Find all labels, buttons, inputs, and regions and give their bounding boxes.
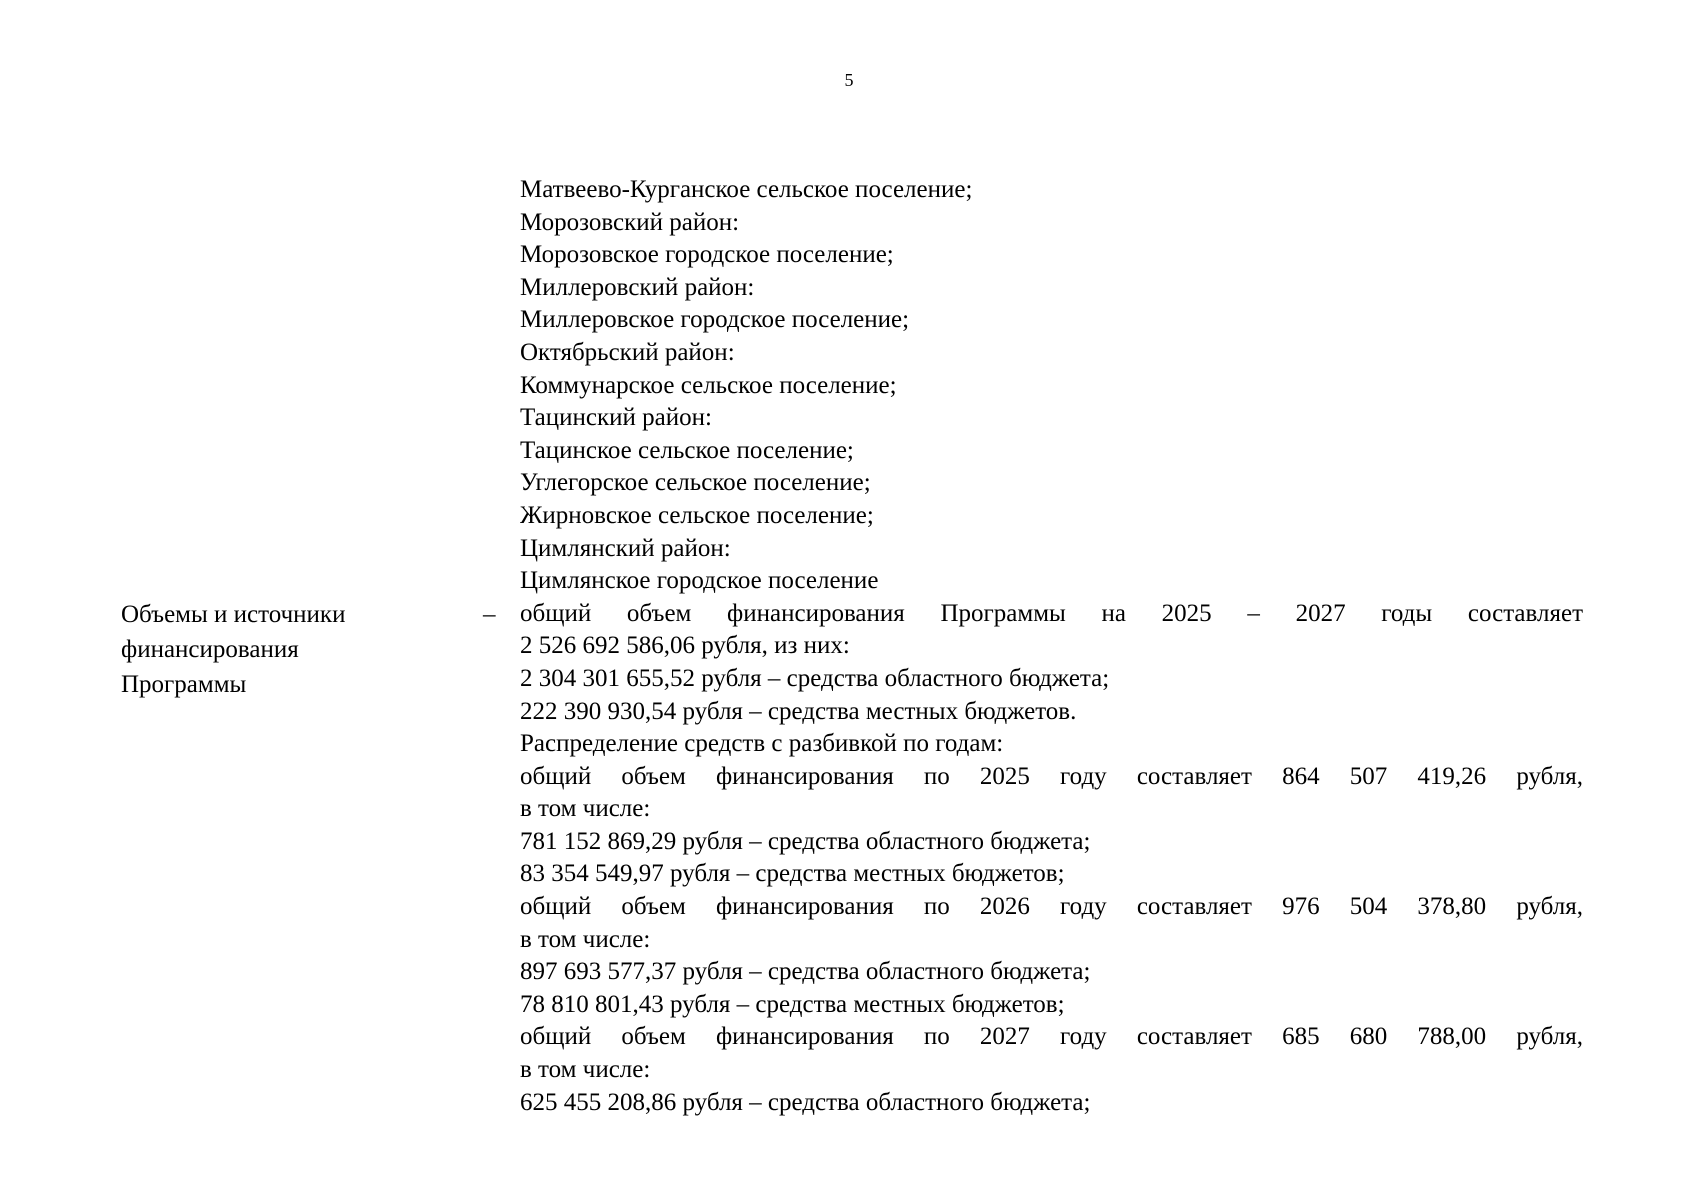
text-line: в том числе: <box>520 1056 651 1084</box>
text-line: Матвеево-Курганское сельское поселение; <box>520 176 973 203</box>
text-line: Жирновское сельское поселение; <box>520 501 874 529</box>
text-line: Морозовское городское поселение; <box>520 241 894 269</box>
text-line: Миллеровское городское поселение; <box>520 306 910 334</box>
text-line: 83 354 549,97 рубля – средства местных бюджетов; <box>520 860 1065 888</box>
text-line-justified: общий объем финансирования Программы на 2025 – 2027 годы составляет <box>520 599 1583 627</box>
text-line: Октябрьский район: <box>520 338 735 366</box>
text-line: Тацинское сельское поселение; <box>520 436 854 464</box>
text-line-justified: общий объем финансирования по 2026 году составляет 976 504 378,80 рубля, <box>520 893 1583 921</box>
text-line: 78 810 801,43 рубля – средства местных бюджетов; <box>520 990 1065 1018</box>
section-label <box>121 597 421 702</box>
text-line: Цимлянское городское поселение <box>520 567 879 595</box>
text-line: 2 526 692 586,06 рубля, из них: <box>520 632 850 660</box>
text-line: Тацинский район: <box>520 404 712 432</box>
page-number: 5 <box>844 70 854 90</box>
text-line: Углегорское сельское поселение; <box>520 469 871 497</box>
section-label-line-2: финансирования <box>121 636 299 663</box>
separator-dash: – <box>483 601 496 628</box>
text-line: 781 152 869,29 рубля – средства областного бюджета; <box>520 827 1091 855</box>
text-line-justified: общий объем финансирования по 2025 году составляет 864 507 419,26 рубля, <box>520 762 1583 790</box>
text-line: 2 304 301 655,52 рубля – средства областного бюджета; <box>520 664 1110 692</box>
section-label-line-1: Объемы и источники <box>121 601 346 628</box>
section-label-line-3: Программы <box>121 671 247 698</box>
text-line: Коммунарское сельское поселение; <box>520 371 897 399</box>
text-line: Цимлянский район: <box>520 534 731 562</box>
text-line: 625 455 208,86 рубля – средства областного бюджета; <box>520 1088 1091 1116</box>
text-line-justified: общий объем финансирования по 2027 году составляет 685 680 788,00 рубля, <box>520 1023 1583 1051</box>
text-line: 897 693 577,37 рубля – средства областного бюджета; <box>520 958 1091 986</box>
main-text-column <box>520 174 1583 1119</box>
text-line: в том числе: <box>520 925 651 953</box>
text-line: в том числе: <box>520 795 651 823</box>
text-line: 222 390 930,54 рубля – средства местных бюджетов. <box>520 697 1077 725</box>
text-line: Миллеровский район: <box>520 273 755 301</box>
text-line: Распределение средств с разбивкой по годам: <box>520 730 1004 758</box>
text-line: Морозовский район: <box>520 208 740 236</box>
